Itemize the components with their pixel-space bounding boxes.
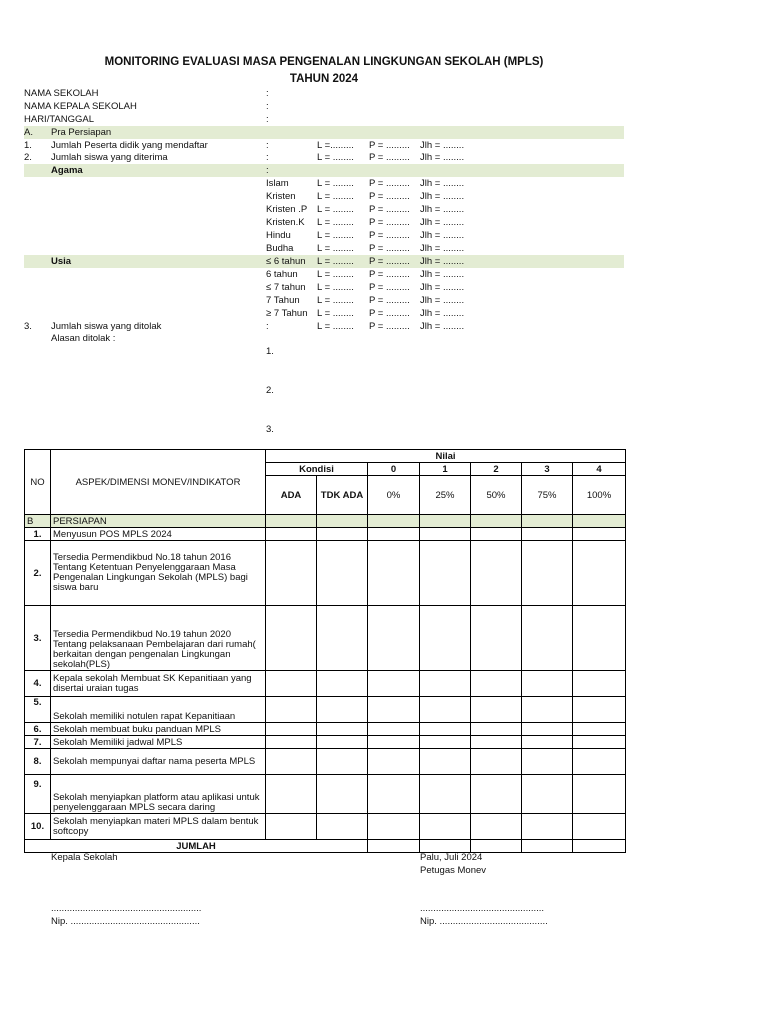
- count-jlh: Jlh = ........: [420, 230, 465, 241]
- row-no: 9.: [25, 775, 51, 814]
- score-header: 4: [573, 463, 626, 476]
- score-cell[interactable]: [471, 814, 522, 840]
- score-cell[interactable]: [368, 671, 420, 697]
- count-l: L = ........: [317, 178, 354, 189]
- aspek-header: ASPEK/DIMENSI MONEV/INDIKATOR: [51, 450, 266, 515]
- score-cell[interactable]: [368, 749, 420, 775]
- count-p: P = .........: [369, 308, 410, 319]
- count-jlh: Jlh = ........: [420, 321, 465, 332]
- score-cell[interactable]: [522, 775, 573, 814]
- count-l: L = ........: [317, 243, 354, 254]
- count-p: P = .........: [369, 321, 410, 332]
- usia-item: ≤ 6 tahun: [266, 256, 306, 267]
- score-cell[interactable]: [368, 541, 420, 606]
- ada-cell[interactable]: [266, 528, 317, 541]
- petugas-monev-label: Petugas Monev: [420, 865, 487, 876]
- section-b-title: PERSIAPAN: [51, 515, 266, 528]
- score-cell[interactable]: [420, 814, 471, 840]
- score-cell[interactable]: [420, 528, 471, 541]
- tdk-ada-cell[interactable]: [317, 671, 368, 697]
- table-row: [25, 541, 626, 606]
- kepala-sekolah-label: Kepala Sekolah: [51, 852, 118, 863]
- count-jlh: Jlh = ........: [420, 282, 465, 293]
- monev-table: [24, 449, 626, 853]
- field-colon: :: [266, 114, 269, 125]
- score-cell[interactable]: [420, 775, 471, 814]
- table-row: [25, 671, 626, 697]
- agama-item: Islam: [266, 178, 289, 189]
- tdk-ada-cell[interactable]: [317, 749, 368, 775]
- item-1-colon: :: [266, 140, 269, 151]
- jumlah-row: [25, 840, 626, 853]
- count-p: P = .........: [369, 204, 410, 215]
- score-cell[interactable]: [368, 723, 420, 736]
- item-3-label: Jumlah siswa yang ditolak: [51, 321, 162, 332]
- count-p: P = .........: [369, 191, 410, 202]
- tdk-ada-cell[interactable]: [317, 606, 368, 671]
- count-l: L = ........: [317, 230, 354, 241]
- count-jlh: Jlh = ........: [420, 204, 465, 215]
- item-2-label: Jumlah siswa yang diterima: [51, 152, 168, 163]
- count-jlh: Jlh = ........: [420, 308, 465, 319]
- row-no: 3.: [25, 606, 51, 671]
- ada-cell[interactable]: [266, 736, 317, 749]
- score-cell[interactable]: [368, 736, 420, 749]
- row-text: Sekolah menyiapkan materi MPLS dalam bentuk softcopy: [51, 814, 266, 840]
- ada-cell[interactable]: [266, 775, 317, 814]
- count-l: L = ........: [317, 217, 354, 228]
- count-jlh: Jlh = ........: [420, 243, 465, 254]
- score-cell[interactable]: [573, 671, 626, 697]
- section-a-band: [24, 126, 624, 139]
- score-cell[interactable]: [471, 697, 522, 723]
- score-cell[interactable]: [368, 697, 420, 723]
- count-l: L = ........: [317, 308, 354, 319]
- row-text: Sekolah membuat buku panduan MPLS: [51, 723, 266, 736]
- jumlah-label: JUMLAH: [25, 840, 368, 853]
- count-p: P = .........: [369, 140, 410, 151]
- row-no: 8.: [25, 749, 51, 775]
- score-cell[interactable]: [471, 541, 522, 606]
- row-text: Kepala sekolah Membuat SK Kepanitiaan yang disertai uraian tugas: [51, 671, 266, 697]
- section-b-row: [25, 515, 626, 528]
- section-b-letter: B: [25, 515, 51, 528]
- count-l: L = ........: [317, 191, 354, 202]
- count-l: L = ........: [317, 321, 354, 332]
- score-header: 2: [471, 463, 522, 476]
- score-cell[interactable]: [471, 749, 522, 775]
- tdk-ada-cell[interactable]: [317, 697, 368, 723]
- score-cell[interactable]: [573, 528, 626, 541]
- percent-header: 50%: [471, 476, 522, 515]
- tdk-ada-cell[interactable]: [317, 775, 368, 814]
- score-cell[interactable]: [573, 723, 626, 736]
- count-p: P = .........: [369, 295, 410, 306]
- signing-date: Palu, Juli 2024: [420, 852, 483, 863]
- agama-label: Agama: [51, 165, 83, 176]
- item-3-no: 3.: [24, 321, 32, 332]
- score-cell[interactable]: [522, 528, 573, 541]
- usia-item: ≥ 7 Tahun: [266, 308, 308, 319]
- row-text: Tersedia Permendikbud No.18 tahun 2016 Tentang Ketentuan Penyelenggaraan Masa Pengenalan Lingkungan Sekolah (MPLS) bagi siswa baru: [51, 541, 266, 606]
- sign-line-right: ...............................................: [420, 903, 545, 914]
- score-cell[interactable]: [573, 775, 626, 814]
- score-header: 3: [522, 463, 573, 476]
- score-cell[interactable]: [573, 814, 626, 840]
- score-cell[interactable]: [471, 736, 522, 749]
- row-text: Tersedia Permendikbud No.19 tahun 2020 Tentang pelaksanaan Pembelajaran dari rumah( berkaitan dengan pengenalan Lingkungan sekolah(PLS): [51, 606, 266, 671]
- field-hari-tanggal-label: HARI/TANGGAL: [24, 114, 95, 125]
- score-cell[interactable]: [573, 541, 626, 606]
- agama-item: Hindu: [266, 230, 291, 241]
- ada-cell[interactable]: [266, 541, 317, 606]
- tdk-ada-cell[interactable]: [317, 723, 368, 736]
- score-header: 1: [420, 463, 471, 476]
- count-p: P = .........: [369, 178, 410, 189]
- agama-band: [24, 164, 624, 177]
- count-jlh: Jlh = ........: [420, 256, 465, 267]
- agama-item: Kristen .P: [266, 204, 308, 215]
- tdk-ada-cell[interactable]: [317, 541, 368, 606]
- row-text: Sekolah memiliki notulen rapat Kepanitiaan: [51, 697, 266, 723]
- item-2-colon: :: [266, 152, 269, 163]
- field-colon: :: [266, 101, 269, 112]
- score-cell[interactable]: [573, 736, 626, 749]
- alasan-item: 1.: [266, 346, 274, 357]
- document-title: MONITORING EVALUASI MASA PENGENALAN LINGKUNGAN SEKOLAH (MPLS): [104, 56, 544, 68]
- score-cell[interactable]: [573, 697, 626, 723]
- alasan-item: 3.: [266, 424, 274, 435]
- nip-left: Nip. .................................................: [51, 916, 200, 927]
- count-p: P = .........: [369, 256, 410, 267]
- field-nama-kepala-label: NAMA KEPALA SEKOLAH: [24, 101, 137, 112]
- table-row: [25, 697, 626, 723]
- score-cell[interactable]: [368, 775, 420, 814]
- table-row: [25, 775, 626, 814]
- count-l: L = ........: [317, 282, 354, 293]
- score-cell[interactable]: [471, 528, 522, 541]
- row-text: Sekolah mempunyai daftar nama peserta MPLS: [51, 749, 266, 775]
- count-jlh: Jlh = ........: [420, 295, 465, 306]
- count-p: P = .........: [369, 152, 410, 163]
- score-cell[interactable]: [420, 697, 471, 723]
- item-1-no: 1.: [24, 140, 32, 151]
- score-cell[interactable]: [522, 697, 573, 723]
- count-jlh: Jlh = ........: [420, 152, 465, 163]
- field-nama-sekolah-label: NAMA SEKOLAH: [24, 88, 99, 99]
- jumlah-cell[interactable]: [522, 840, 573, 853]
- usia-item: 6 tahun: [266, 269, 298, 280]
- row-no: 2.: [25, 541, 51, 606]
- count-jlh: Jlh = ........: [420, 217, 465, 228]
- jumlah-cell[interactable]: [573, 840, 626, 853]
- jumlah-cell[interactable]: [420, 840, 471, 853]
- score-cell[interactable]: [420, 736, 471, 749]
- count-l: L = ........: [317, 256, 354, 267]
- count-l: L = ........: [317, 269, 354, 280]
- table-row: [25, 814, 626, 840]
- percent-header: 0%: [368, 476, 420, 515]
- item-3-colon: :: [266, 321, 269, 332]
- score-cell[interactable]: [522, 736, 573, 749]
- table-row: [25, 749, 626, 775]
- row-no: 1.: [25, 528, 51, 541]
- ada-cell[interactable]: [266, 749, 317, 775]
- document-year: TAHUN 2024: [289, 73, 359, 85]
- section-a-title: Pra Persiapan: [51, 127, 112, 138]
- count-jlh: Jlh = ........: [420, 140, 465, 151]
- score-cell[interactable]: [420, 606, 471, 671]
- ada-header: ADA: [266, 476, 317, 515]
- jumlah-cell[interactable]: [471, 840, 522, 853]
- count-l: L = ........: [317, 204, 354, 215]
- ada-cell[interactable]: [266, 606, 317, 671]
- usia-item: ≤ 7 tahun: [266, 282, 306, 293]
- score-cell[interactable]: [471, 723, 522, 736]
- score-cell[interactable]: [471, 775, 522, 814]
- tdk-ada-cell[interactable]: [317, 736, 368, 749]
- usia-item: 7 Tahun: [266, 295, 300, 306]
- table-row: [25, 606, 626, 671]
- alasan-item: 2.: [266, 385, 274, 396]
- nilai-header: Nilai: [266, 450, 626, 463]
- item-2-no: 2.: [24, 152, 32, 163]
- row-no: 6.: [25, 723, 51, 736]
- score-cell[interactable]: [471, 606, 522, 671]
- section-a-letter: A.: [24, 127, 33, 138]
- count-l: L = ........: [317, 152, 354, 163]
- sign-line-left: .........................................................: [51, 903, 202, 914]
- tdk-ada-cell[interactable]: [317, 814, 368, 840]
- score-cell[interactable]: [368, 528, 420, 541]
- table-row: [25, 528, 626, 541]
- count-p: P = .........: [369, 217, 410, 228]
- row-text: Sekolah menyiapkan platform atau aplikasi untuk penyelenggaraan MPLS secara daring: [51, 775, 266, 814]
- alasan-label: Alasan ditolak :: [51, 333, 116, 344]
- ada-cell[interactable]: [266, 671, 317, 697]
- score-cell[interactable]: [471, 671, 522, 697]
- row-text: Sekolah Memiliki jadwal MPLS: [51, 736, 266, 749]
- count-p: P = .........: [369, 269, 410, 280]
- item-1-label: Jumlah Peserta didik yang mendaftar: [51, 140, 208, 151]
- score-cell[interactable]: [420, 723, 471, 736]
- agama-colon: :: [266, 165, 269, 176]
- score-cell[interactable]: [420, 541, 471, 606]
- score-cell[interactable]: [368, 606, 420, 671]
- ada-cell[interactable]: [266, 697, 317, 723]
- jumlah-cell[interactable]: [368, 840, 420, 853]
- count-p: P = .........: [369, 243, 410, 254]
- ada-cell[interactable]: [266, 814, 317, 840]
- agama-item: Kristen.K: [266, 217, 305, 228]
- score-cell[interactable]: [368, 814, 420, 840]
- no-header: NO: [25, 450, 51, 515]
- percent-header: 25%: [420, 476, 471, 515]
- row-no: 5.: [25, 697, 51, 723]
- agama-item: Budha: [266, 243, 294, 254]
- nip-right: Nip. .........................................: [420, 916, 548, 927]
- score-cell[interactable]: [522, 671, 573, 697]
- row-text: Menyusun POS MPLS 2024: [51, 528, 266, 541]
- row-no: 4.: [25, 671, 51, 697]
- score-cell[interactable]: [522, 606, 573, 671]
- tdk-ada-header: TDK ADA: [317, 476, 368, 515]
- score-cell[interactable]: [522, 541, 573, 606]
- count-jlh: Jlh = ........: [420, 191, 465, 202]
- score-cell[interactable]: [573, 749, 626, 775]
- table-row: [25, 723, 626, 736]
- count-p: P = .........: [369, 282, 410, 293]
- score-cell[interactable]: [573, 606, 626, 671]
- tdk-ada-cell[interactable]: [317, 528, 368, 541]
- agama-item: Kristen: [266, 191, 296, 202]
- percent-header: 75%: [522, 476, 573, 515]
- count-l: L = ........: [317, 295, 354, 306]
- kondisi-header: Kondisi: [266, 463, 368, 476]
- row-no: 7.: [25, 736, 51, 749]
- percent-header: 100%: [573, 476, 626, 515]
- ada-cell[interactable]: [266, 723, 317, 736]
- score-cell[interactable]: [420, 671, 471, 697]
- row-no: 10.: [25, 814, 51, 840]
- count-jlh: Jlh = ........: [420, 178, 465, 189]
- score-cell[interactable]: [522, 814, 573, 840]
- count-p: P = .........: [369, 230, 410, 241]
- score-cell[interactable]: [522, 723, 573, 736]
- score-cell[interactable]: [420, 749, 471, 775]
- count-jlh: Jlh = ........: [420, 269, 465, 280]
- score-header: 0: [368, 463, 420, 476]
- usia-label: Usia: [51, 256, 72, 267]
- score-cell[interactable]: [522, 749, 573, 775]
- count-l: L =.........: [317, 140, 354, 151]
- table-row: [25, 736, 626, 749]
- field-colon: :: [266, 88, 269, 99]
